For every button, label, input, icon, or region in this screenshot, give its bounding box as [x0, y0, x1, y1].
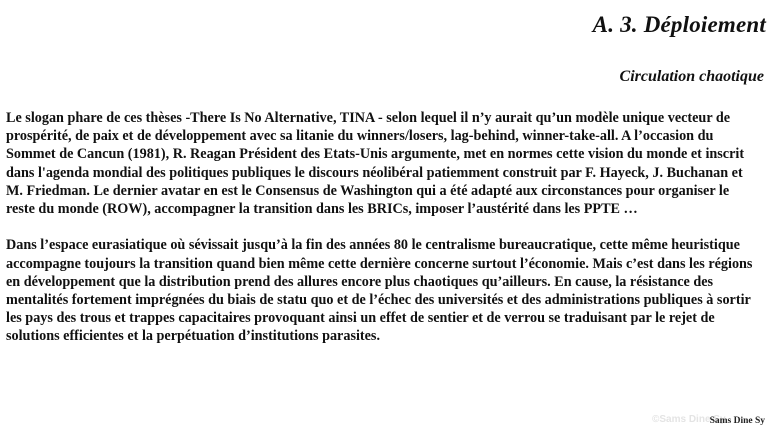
body-text [6, 109, 760, 346]
paragraph-1: Le slogan phare de ces thèses -There Is No Alternative, TINA - selon lequel il n’y aurait qu’un modèle unique vecteur de prospérité, de paix et de développement avec sa litanie du winners/losers, lag-behind, winner-take-all. A l’occasion du Sommet de Cancun (1981), R. Reagan Président des Etats-Unis argumente, met en normes cette vision du monde et inscrit dans l'agenda mondial des politiques publiques le discours néolibéral patiemment construit par F. Hayeck, J. Buchanan et M. Friedman. Le dernier avatar en est le Consensus de Washington qui a été adapté aux circonstances pour organiser le reste du monde (ROW), accompagner la transition dans les BRICs, imposer l’austérité dans les PPTE … [6, 110, 745, 218]
copyright-watermark: ©Sams Dine Sy [652, 414, 726, 425]
paragraph-2: Dans l’espace eurasiatique où sévissait jusqu’à la fin des années 80 le centralisme bureaucratique, cette même heuristique accompagne toujours la transition quand bien même cette dernière concerne surtout l’économie. Mais c’est dans les régions en développement que la distribution prend des allures encore plus chaotiques qu’ailleurs. En cause, la résistance des mentalités fortement imprégnées du biais de statu quo et de l’échec des universités et des administrations publiques à sortir les pays des trous et trappes capacitaires provoquant ainsi un effet de sentier et de verrou se traduisant par le rejet de solutions efficientes et la perpétuation d’institutions parasites. [6, 237, 753, 345]
slide-subtitle: Circulation chaotique [619, 68, 764, 85]
author-credit: Sams Dine Sy [709, 416, 765, 426]
slide-title: A. 3. Déploiement [592, 12, 766, 37]
